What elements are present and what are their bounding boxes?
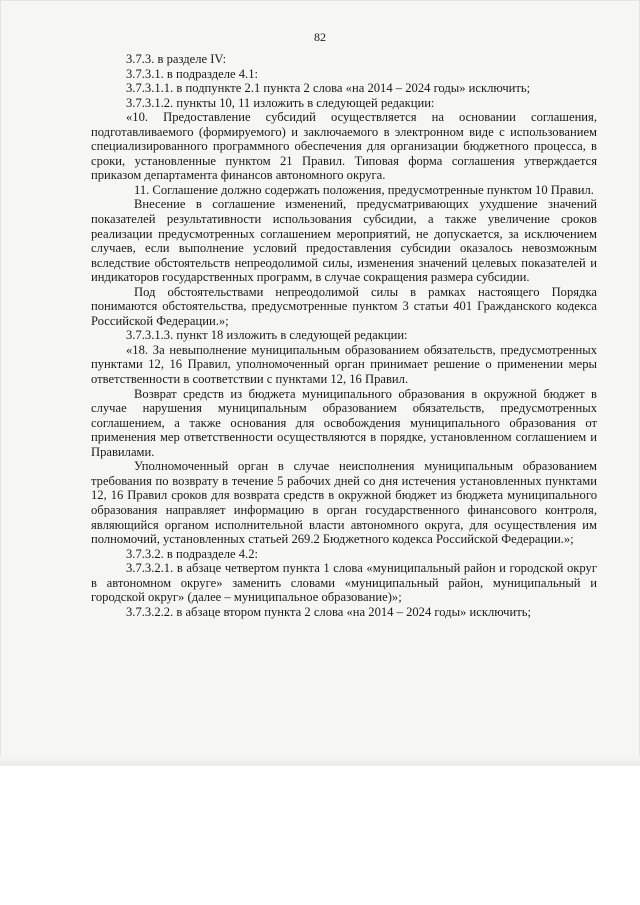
paragraph-3-7-3-1-2: 3.7.3.1.2. пункты 10, 11 изложить в следующей редакции: [126, 95, 435, 110]
paragraph-force-majeure: Под обстоятельствами непреодолимой силы в рамках настоящего Порядка понимаются обстоятельства, предусмотренные пунктом 3 статьи 401 Гражданского кодекса Российской Федерации.»; [91, 284, 597, 328]
paragraph-point-11: 11. Соглашение должно содержать положения, предусмотренные пунктом 10 Правил. [134, 182, 594, 197]
paragraph-subsection-4-1: 3.7.3.1. в подразделе 4.1: [126, 66, 259, 81]
page-number: 82 [314, 30, 326, 44]
paragraph-3-7-3-2-2: 3.7.3.2.2. в абзаце втором пункта 2 слова «на 2014 – 2024 годы» исключить; [126, 604, 531, 619]
paragraph-point-10: «10. Предоставление субсидий осуществляется на основании соглашения, подготавливаемого (формируемого) и заключаемого в электронном виде с использованием специализированного программного обеспечения для организации бюджетного процесса, в сроки, установленные пунктом 21 Правил. Типовая форма соглашения утверждается приказом департамента финансов автономного округа. [91, 110, 597, 183]
paragraph-3-7-3-2-1: 3.7.3.2.1. в абзаце четвертом пункта 1 слова «муниципальный район и городской округ в автономном округе» заменить словами «муниципальный район, муниципальный и городской округ» (далее – муниципальное образование)»; [91, 561, 597, 605]
paragraph-point-18: «18. За невыполнение муниципальным образованием обязательств, предусмотренных пунктами 12, 16 Правил, уполномоченный орган принимает решение о применении меры ответственности в соответствии с пунктами 12, 16 Правил. [91, 342, 597, 387]
paragraph-3-7-3-1-3: 3.7.3.1.3. пункт 18 изложить в следующей редакции: [126, 328, 408, 343]
paragraph-section-iv: 3.7.3. в разделе IV: [126, 52, 227, 66]
document-body [91, 52, 597, 619]
paragraph-authorized-body: Уполномоченный орган в случае неисполнения муниципальным образованием требования по возврату в течение 5 рабочих дней со дня истечения установленных пунктами 12, 16 Правил сроков для возврата средств в окружной бюджет из бюджета муниципального образования направляет информацию в орган государственного финансового контроля, являющийся органом исполнительной власти автономного округа, для осуществления им полномочий, установленных статьей 269.2 Бюджетного кодекса Российской Федерации.»; [91, 459, 597, 547]
paragraph-amendments: Внесение в соглашение изменений, предусматривающих ухудшение значений показателей результативности использования субсидии, а также увеличение сроков реализации предусмотренных соглашением мероприятий, не допускается, за исключением случаев, если выполнение условий предоставления субсидии оказалось невозможным вследствие обстоятельств непреодолимой силы, изменения значений целевых показателей и индикаторов государственных программ, в случае сокращения размера субсидии. [91, 197, 597, 285]
paragraph-3-7-3-1-1: 3.7.3.1.1. в подпункте 2.1 пункта 2 слова «на 2014 – 2024 годы» исключить; [126, 81, 531, 96]
paragraph-subsection-4-2: 3.7.3.2. в подразделе 4.2: [126, 546, 259, 561]
paragraph-refund: Возврат средств из бюджета муниципального образования в окружной бюджет в случае нарушения муниципальным образованием обязательств, предусмотренных соглашением, а также основания для освобождения муниципального образования от применения мер ответственности осуществляются в порядке, установленном соглашением и Правилами. [91, 386, 597, 459]
